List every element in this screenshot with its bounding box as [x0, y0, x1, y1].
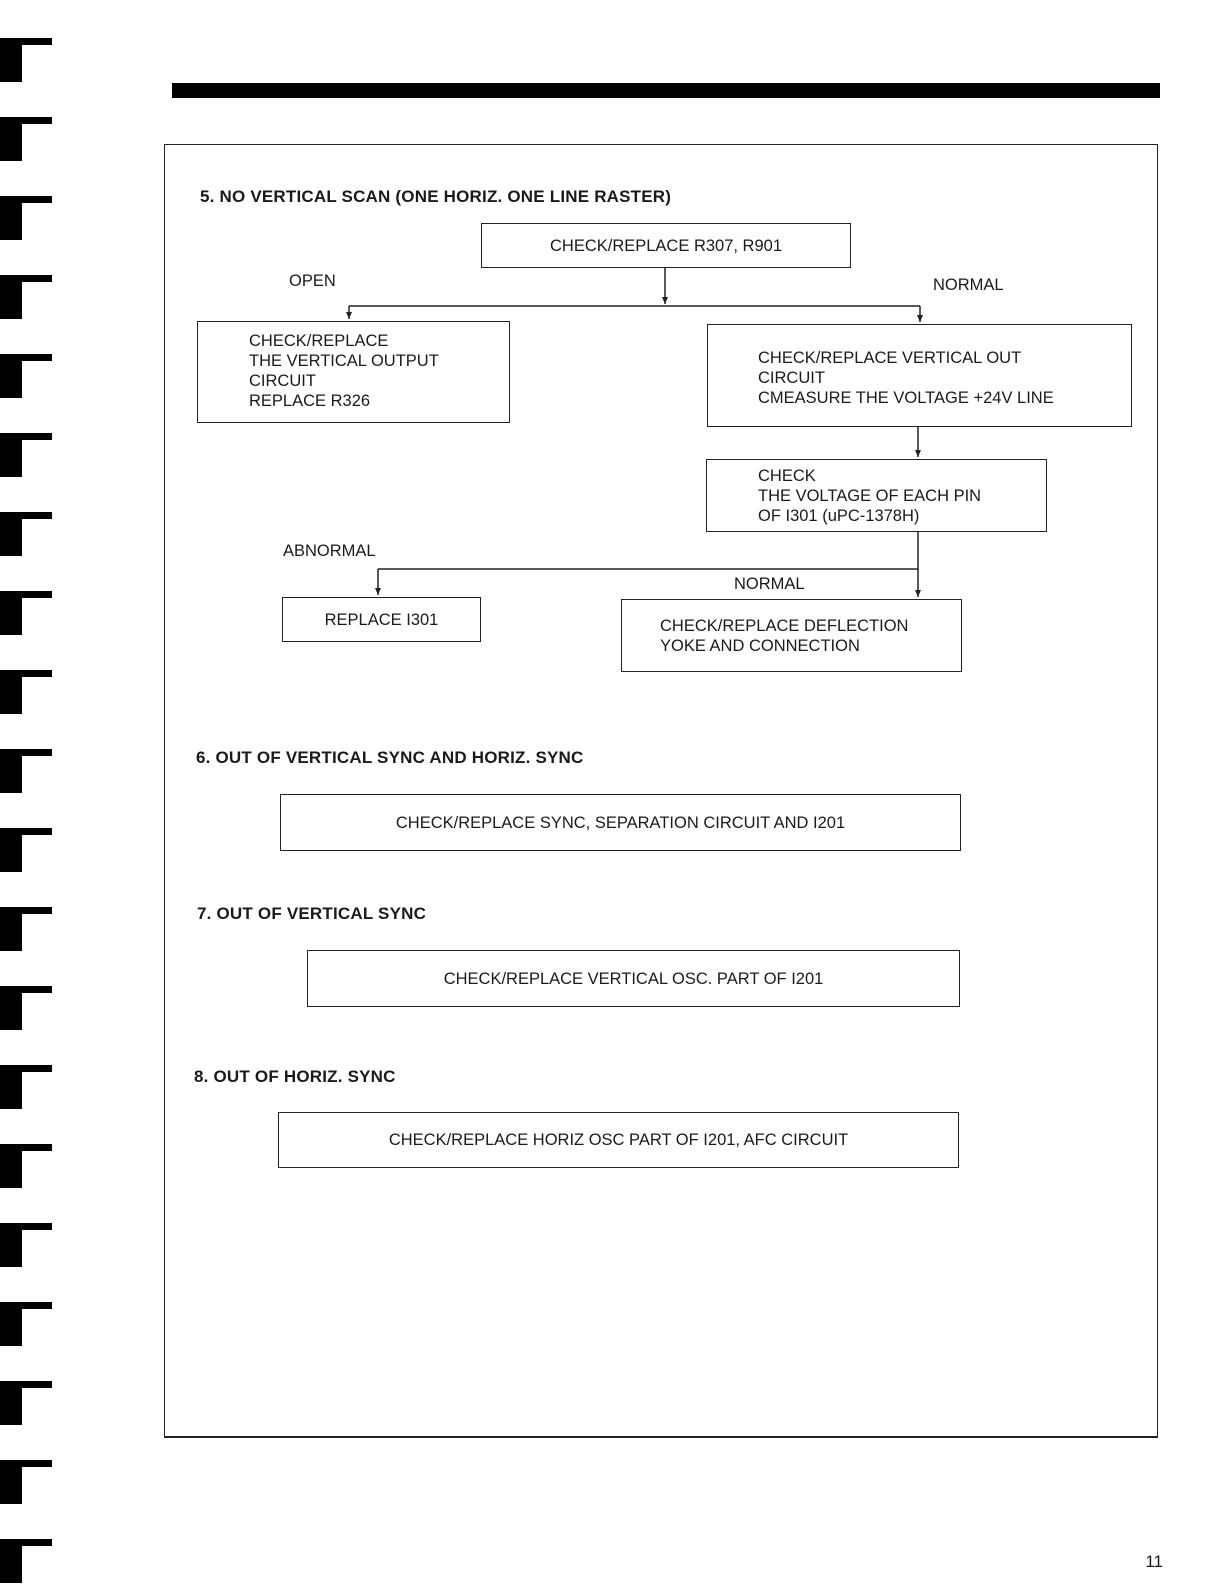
- flow-box-vertical-osc: [307, 950, 960, 1007]
- flow-box-text: CHECK/REPLACE R307, R901: [549, 236, 782, 255]
- branch-label-abnormal: ABNORMAL: [283, 542, 376, 560]
- section-6-heading: 6. OUT OF VERTICAL SYNC AND HORIZ. SYNC: [196, 748, 584, 767]
- section-8-heading: 8. OUT OF HORIZ. SYNC: [194, 1067, 396, 1086]
- flow-box-horiz-osc: [278, 1112, 959, 1168]
- flow-box-text: CHECK THE VOLTAGE OF EACH PIN OF I301 (uPC-1378H): [758, 467, 982, 525]
- section-5-heading: 5. NO VERTICAL SCAN (ONE HORIZ. ONE LINE RASTER): [200, 187, 672, 206]
- page-number: 11: [1145, 1552, 1163, 1571]
- flow-box-text: REPLACE I301: [324, 610, 439, 629]
- flow-box-text: CHECK/REPLACE THE VERTICAL OUTPUT CIRCUIT REPLACE R326: [249, 332, 439, 410]
- branch-label-normal-2: NORMAL: [734, 575, 805, 593]
- flow-box-sync-separation: [280, 794, 961, 851]
- flow-box-text: CHECK/REPLACE VERTICAL OSC. PART OF I201: [443, 969, 824, 988]
- branch-label-normal: NORMAL: [933, 276, 1004, 294]
- flow-box-text: CHECK/REPLACE HORIZ OSC PART OF I201, AFC CIRCUIT: [388, 1131, 849, 1149]
- flow-box-text: CHECK/REPLACE VERTICAL OUT CIRCUIT CMEASURE THE VOLTAGE +24V LINE: [758, 349, 1054, 407]
- flow-box-text: CHECK/REPLACE DEFLECTION YOKE AND CONNECTION: [660, 617, 909, 655]
- flow-box-text: CHECK/REPLACE SYNC, SEPARATION CIRCUIT AND I201: [395, 813, 846, 832]
- branch-label-open: OPEN: [289, 272, 336, 290]
- section-7-heading: 7. OUT OF VERTICAL SYNC: [197, 904, 427, 923]
